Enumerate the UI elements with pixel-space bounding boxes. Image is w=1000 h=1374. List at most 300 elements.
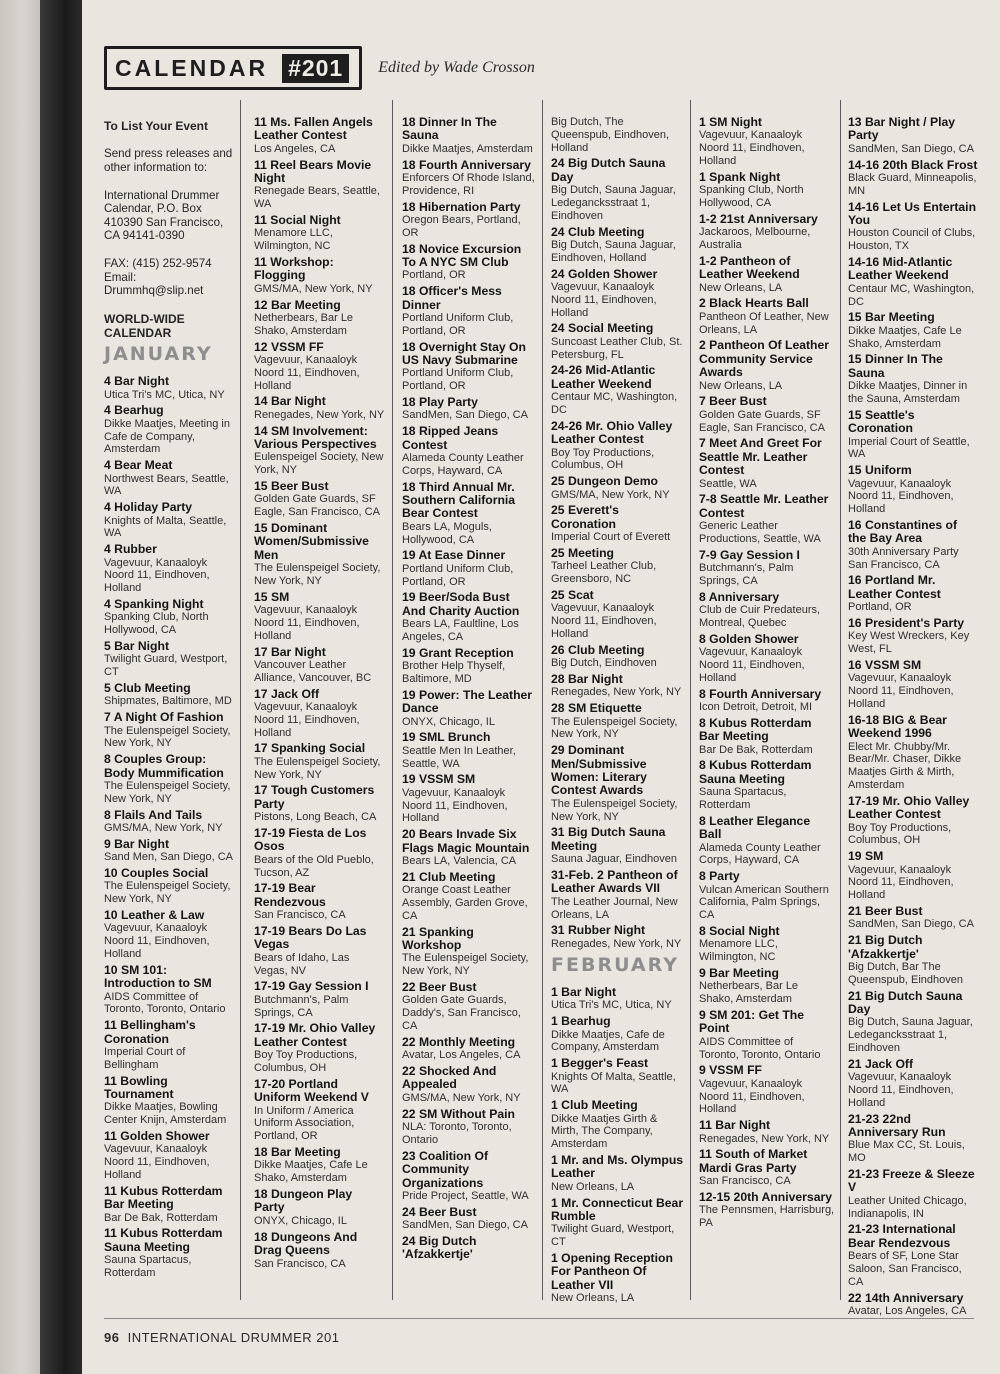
event-details: NLA: Toronto, Toronto, Ontario: [402, 1121, 512, 1146]
event-title: 8 Anniversary: [699, 589, 780, 604]
event-details: Sand Men, San Diego, CA: [104, 851, 234, 864]
footer-divider: [104, 1318, 974, 1319]
event-entry: [254, 980, 386, 1019]
event-title: 14-16 Let Us Entertain You: [848, 199, 977, 228]
event-entry: [699, 297, 835, 336]
event-details: New Orleans, LA: [699, 379, 783, 392]
event-details: Dikke Maatjes Girth & Mirth, The Company, Amsterdam: [551, 1112, 658, 1151]
event-details: San Francisco, CA: [254, 1257, 346, 1270]
event-entry: [848, 990, 978, 1055]
event-details: Leather United Chicago, Indianapolis, IN: [848, 1194, 967, 1220]
event-title: 10 SM 101: Introduction to SM: [104, 962, 212, 991]
event-details: Elect Mr. Chubby/Mr. Bear/Mr. Chaser, Dikke Maatjes Girth & Mirth, Amsterdam: [848, 740, 962, 792]
event-entry: [699, 688, 835, 714]
event-details: Vancouver Leather Alliance, Vancouver, BC: [254, 659, 372, 684]
event-entry: [848, 714, 978, 792]
event-title: 14 SM Involvement: Various Perspectives: [254, 423, 377, 452]
event-title: 9 Bar Meeting: [699, 966, 779, 981]
event-details: Centaur MC, Washington, DC: [848, 282, 975, 308]
event-details: Spanking Club, North Hollywood, CA: [104, 611, 209, 637]
event-entry: [402, 285, 536, 337]
event-entry: [254, 646, 386, 685]
event-details: Suncoast Leather Club, St. Petersburg, FL: [551, 335, 683, 361]
event-title: 9 Bar Night: [104, 836, 170, 851]
event-title: 16 Constantines of the Bay Area: [848, 518, 958, 546]
event-entry: [699, 633, 835, 685]
event-title: 15 SM: [254, 589, 290, 604]
event-entry: [402, 647, 536, 686]
event-details: AIDS Committee of Toronto, Toronto, Ontario: [104, 990, 226, 1016]
event-title: 8 Leather Elegance Ball: [699, 813, 811, 842]
event-title: 17-19 Fiesta de Los Osos: [254, 826, 367, 854]
event-entry: [551, 986, 685, 1012]
event-entry: [848, 1223, 978, 1288]
event-details: SandMen, San Diego, CA: [402, 409, 528, 422]
event-details: Twilight Guard, Westport, CT: [551, 1223, 675, 1249]
event-details: Vulcan American Southern California, Palm Springs, CA: [699, 883, 829, 922]
event-entry: [104, 682, 234, 708]
issue-number: #201: [282, 54, 349, 83]
event-title: 21 Club Meeting: [402, 869, 496, 884]
event-entry: [104, 838, 234, 864]
event-title: 18 Fourth Anniversary: [402, 157, 531, 172]
event-details: Butchmann's, Palm Springs, CA: [699, 562, 794, 588]
event-title: 21 Jack Off: [848, 1056, 914, 1071]
event-list: [699, 116, 835, 1230]
event-entry: [402, 981, 536, 1033]
event-entry: [699, 925, 835, 964]
event-details: Pistons, Long Beach, CA: [254, 811, 377, 824]
event-title: 7 A Night Of Fashion: [104, 710, 224, 725]
event-entry: [699, 967, 835, 1006]
event-title: 8 Golden Shower: [699, 631, 799, 646]
event-details: Golden Gate Guards, Daddy's, San Francisco, CA: [402, 994, 521, 1033]
event-entry: [551, 1099, 685, 1151]
event-entry: [254, 1188, 386, 1228]
event-details: Netherbears, Bar Le Shako, Amsterdam: [699, 980, 799, 1006]
event-title: 17-19 Mr. Ohio Valley Leather Contest: [848, 793, 970, 822]
event-entry: [699, 870, 835, 922]
event-title: 22 Beer Bust: [402, 980, 477, 995]
event-details: Vagevuur, Kanaaloyk Noord 11, Eindhoven, Holland: [104, 922, 210, 960]
event-details: The Eulenspeigel Society, New York, NY: [254, 755, 381, 781]
event-title: 11 South of Market Mardi Gras Party: [699, 1147, 808, 1175]
event-title: 11 Bowling Tournament: [104, 1073, 174, 1101]
event-entry: [254, 299, 386, 338]
event-title: 4 Holiday Party: [104, 500, 193, 515]
event-details: San Francisco, CA: [254, 909, 346, 922]
event-title: 20 Bears Invade Six Flags Magic Mountain: [402, 827, 530, 855]
event-title: 11 Workshop: Flogging: [254, 255, 334, 283]
event-title: 19 SML Brunch: [402, 730, 491, 745]
calendar-title-box: [104, 46, 362, 90]
event-title: 5 Club Meeting: [104, 680, 191, 695]
event-details: Vagevuur, Kanaaloyk Noord 11, Eindhoven, Holland: [104, 1143, 210, 1181]
event-title: 12 Bar Meeting: [254, 297, 341, 312]
event-entry: [848, 519, 978, 571]
event-title: 16 Portland Mr. Leather Contest: [848, 573, 941, 601]
event-details: The Eulenspeigel Society, New York, NY: [402, 952, 529, 978]
event-details: Big Dutch, Sauna Jaguar, Ledegancksstraat 1, Eindhoven: [848, 1016, 973, 1055]
event-details: Vagevuur, Kanaaloyk Noord 11, Eindhoven, Holland: [104, 556, 210, 595]
event-details: Big Dutch, The Queenspub, Eindhoven, Holland: [551, 116, 670, 154]
event-details: Portland Uniform Club, Portland, OR: [402, 312, 514, 337]
event-title: 21-23 22nd Anniversary Run: [848, 1111, 946, 1140]
event-entry: [254, 742, 386, 781]
event-details: Portland Uniform Club, Portland, OR: [402, 562, 514, 588]
event-entry: [699, 1119, 835, 1145]
event-entry: [104, 1019, 234, 1071]
event-entry: [254, 341, 386, 393]
event-title: 22 14th Anniversary: [848, 1290, 964, 1305]
event-entry: [254, 1022, 386, 1074]
event-entry: [402, 396, 536, 422]
event-entry: [254, 116, 386, 156]
event-title: 19 VSSM SM: [402, 772, 476, 787]
event-title: 21 Spanking Workshop: [402, 924, 474, 953]
event-entry: [254, 256, 386, 296]
event-entry: [254, 395, 386, 421]
event-entry: [551, 364, 685, 416]
event-entry: [104, 809, 234, 835]
event-details: Big Dutch, Sauna Jaguar, Ledegancksstraat 1, Eindhoven: [551, 184, 676, 222]
event-entry: [551, 1252, 685, 1305]
event-details: Sauna Spartacus, Rotterdam: [699, 786, 787, 812]
event-entry: [551, 1015, 685, 1054]
event-title: 25 Everett's Coronation: [551, 503, 619, 531]
worldwide-heading: WORLD-WIDE CALENDAR: [104, 311, 185, 340]
event-details: Renegades, New York, NY: [551, 937, 682, 950]
event-entry: [402, 1065, 536, 1105]
event-entry: [699, 1009, 835, 1061]
event-entry: [402, 1108, 536, 1147]
event-details: Vagevuur, Kanaaloyk Noord 11, Eindhoven, Holland: [402, 786, 508, 825]
event-title: 18 Dungeons And Drag Queens: [254, 1229, 358, 1258]
event-title: 18 Overnight Stay On US Navy Submarine: [402, 339, 526, 368]
event-details: Bears LA, Valencia, CA: [402, 855, 517, 868]
event-title: 2 Black Hearts Ball: [699, 296, 809, 311]
event-details: Imperial Court of Everett: [551, 531, 671, 544]
event-title: 8 Party: [699, 869, 740, 884]
event-entry: [254, 1231, 386, 1271]
event-details: Vagevuur, Kanaaloyk Noord 11, Eindhoven, Holland: [551, 281, 657, 319]
event-title: 11 Bar Night: [699, 1118, 771, 1133]
event-title: 31 Big Dutch Sauna Meeting: [551, 825, 666, 853]
event-entry: [551, 644, 685, 670]
event-title: 21-23 Freeze & Sleeze V: [848, 1167, 975, 1195]
event-title: 24 Big Dutch Sauna Day: [551, 156, 666, 184]
event-title: 21-23 International Bear Rendezvous: [848, 1222, 956, 1250]
event-details: Vagevuur, Kanaaloyk Noord 11, Eindhoven, Holland: [848, 477, 954, 516]
event-title: 17-19 Gay Session I: [254, 979, 369, 994]
event-entry: [699, 116, 835, 168]
event-details: Knights Of Malta, Seattle, WA: [551, 1070, 676, 1096]
event-entry: [699, 717, 835, 757]
event-details: Netherbears, Bar Le Shako, Amsterdam: [254, 312, 354, 337]
event-title: 15 Dinner In The Sauna: [848, 352, 943, 380]
event-title: 26 Club Meeting: [551, 642, 645, 657]
event-details: Dikke Maatjes, Amsterdam: [402, 142, 533, 155]
event-entry: [699, 437, 835, 490]
event-title: 1 Begger's Feast: [551, 1056, 649, 1071]
event-title: 25 Scat: [551, 588, 594, 603]
event-title: 14 Bar Night: [254, 394, 326, 409]
event-details: ONYX, Chicago, IL: [402, 715, 495, 728]
event-entry: [402, 549, 536, 588]
event-details: Vagevuur, Kanaaloyk Noord 11, Eindhoven, Holland: [848, 1071, 954, 1109]
event-entry: [104, 459, 234, 498]
event-details: The Eulenspeigel Society, New York, NY: [104, 724, 231, 750]
event-entry: [848, 905, 978, 931]
event-entry: [254, 480, 386, 519]
event-entry: [254, 925, 386, 977]
event-entry: [402, 159, 536, 198]
event-entry: [104, 964, 234, 1016]
event-entry: [402, 1036, 536, 1062]
event-title: 19 Grant Reception: [402, 645, 514, 660]
event-title: 18 Dungeon Play Party: [254, 1187, 353, 1215]
event-entry: [402, 926, 536, 978]
event-details: Vagevuur, Kanaaloyk Noord 11, Eindhoven, Holland: [699, 646, 805, 684]
event-details: Renegades, New York, NY: [254, 408, 385, 421]
event-entry: [254, 784, 386, 824]
event-entry: [699, 759, 835, 811]
event-entry: [402, 425, 536, 477]
event-entry: [104, 501, 234, 540]
event-title: 24-26 Mid-Atlantic Leather Weekend: [551, 363, 656, 391]
event-entry: [104, 1227, 234, 1279]
event-entry: [551, 116, 685, 154]
event-details: Key West Wreckers, Key West, FL: [848, 630, 970, 656]
event-entry: [254, 1078, 386, 1143]
event-details: Renegades, New York, NY: [699, 1132, 830, 1145]
event-title: 1 Mr. Connecticut Bear Rumble: [551, 1195, 684, 1224]
event-title: 15 Uniform: [848, 463, 912, 478]
event-entry: [848, 353, 978, 405]
event-entry: [254, 688, 386, 740]
event-title: 5 Bar Night: [104, 638, 170, 653]
publication-name: INTERNATIONAL DRUMMER 201: [127, 1330, 340, 1345]
event-title: 1-2 21st Anniversary: [699, 211, 818, 226]
event-title: 10 Leather & Law: [104, 907, 205, 922]
event-entry: [104, 867, 234, 906]
event-details: The Eulenspeigel Society, New York, NY: [104, 779, 231, 805]
event-details: Dikke Maatjes, Cafe Le Shako, Amsterdam: [848, 324, 962, 350]
column-5: [699, 116, 835, 1233]
event-entry: [402, 591, 536, 643]
event-title: 11 Bellingham's Coronation: [104, 1018, 196, 1046]
event-entry: [254, 214, 386, 253]
event-title: 17 Spanking Social: [254, 741, 366, 756]
event-details: Big Dutch, Sauna Jaguar, Eindhoven, Holland: [551, 239, 676, 264]
event-title: 17 Jack Off: [254, 686, 320, 701]
event-details: The Eulenspeigel Society, New York, NY: [104, 880, 231, 906]
event-entry: [402, 341, 536, 393]
event-entry: [402, 1150, 536, 1203]
event-entry: [551, 589, 685, 641]
event-details: ONYX, Chicago, IL: [254, 1214, 347, 1227]
event-entry: [551, 226, 685, 265]
event-entry: [699, 1191, 835, 1230]
event-title: 8 Kubus Rotterdam Sauna Meeting: [699, 758, 812, 786]
event-details: New Orleans, LA: [551, 1180, 635, 1193]
event-title: 4 Rubber: [104, 542, 157, 557]
contact-info: FAX: (415) 252-9574 Email: Drummhq@slip.net: [104, 256, 212, 298]
event-entry: [104, 1130, 234, 1182]
event-title: 1 SM Night: [699, 115, 762, 129]
event-title: 1 Club Meeting: [551, 1098, 638, 1113]
event-title: 23 Coalition Of Community Organizations: [402, 1148, 488, 1190]
column-1: [104, 116, 234, 1283]
event-details: Menamore LLC, Wilmington, NC: [254, 227, 333, 253]
event-entry: [699, 1148, 835, 1188]
event-entry: [104, 598, 234, 637]
event-entry: [699, 171, 835, 210]
event-title: 9 SM 201: Get The Point: [699, 1008, 804, 1036]
event-title: 18 Bar Meeting: [254, 1145, 341, 1160]
event-details: AIDS Committee of Toronto, Toronto, Ontario: [699, 1035, 821, 1061]
binding-edge: [40, 0, 82, 1374]
event-title: 28 Bar Night: [551, 672, 623, 687]
event-title: 8 Flails And Tails: [104, 807, 203, 822]
event-title: 14-16 Mid-Atlantic Leather Weekend: [848, 255, 953, 283]
event-title: 28 SM Etiquette: [551, 701, 642, 716]
event-title: 11 Golden Shower: [104, 1128, 210, 1143]
event-details: The Eulenspeigel Society, New York, NY: [254, 562, 381, 588]
event-details: Alameda County Leather Corps, Hayward, CA: [699, 841, 821, 867]
event-entry: [254, 882, 386, 922]
event-entry: [104, 543, 234, 595]
event-entry: [551, 1197, 685, 1249]
event-details: Bar De Bak, Rotterdam: [699, 743, 813, 756]
event-details: Orange Coast Leather Assembly, Garden Grove, CA: [402, 884, 528, 922]
event-entry: [402, 871, 536, 923]
event-list: [254, 116, 386, 1270]
calendar-title: CALENDAR: [115, 54, 269, 81]
event-details: Los Angeles, CA: [254, 142, 336, 155]
event-details: Vagevuur, Kanaaloyk Noord 11, Eindhoven, Holland: [551, 602, 657, 641]
event-entry: [699, 815, 835, 867]
event-entry: [551, 268, 685, 320]
event-entry: [551, 702, 685, 741]
column-6: [848, 116, 978, 1321]
event-title: 2 Pantheon Of Leather Community Service Awards: [699, 338, 830, 380]
event-entry: [848, 409, 978, 461]
listing-instructions: Send press releases and other information to:: [104, 147, 233, 174]
event-title: 22 SM Without Pain: [402, 1106, 515, 1121]
event-details: Spanking Club, North Hollywood, CA: [699, 184, 804, 209]
event-details: Bears of Idaho, Las Vegas, NV: [254, 951, 350, 977]
column-divider: [542, 100, 543, 1300]
event-entry: [848, 464, 978, 516]
event-title: 4 Bearhug: [104, 403, 164, 418]
event-details: Black Guard, Minneapolis, MN: [848, 172, 977, 197]
event-details: New Orleans, LA: [699, 281, 783, 294]
event-details: The Leather Journal, New Orleans, LA: [551, 895, 678, 921]
event-details: Avatar, Los Angeles, CA: [848, 1305, 967, 1318]
event-title: 14-16 20th Black Frost: [848, 157, 978, 172]
event-title: 7 Beer Bust: [699, 394, 767, 409]
event-entry: [254, 159, 386, 211]
event-title: 11 Reel Bears Movie Night: [254, 157, 372, 186]
event-entry: [551, 504, 685, 544]
event-details: Vagevuur, Kanaaloyk Noord 11, Eindhoven, Holland: [254, 604, 360, 642]
event-title: 15 Bar Meeting: [848, 310, 935, 325]
event-title: 11 Kubus Rotterdam Bar Meeting: [104, 1183, 223, 1212]
event-details: Dikke Maatjes, Meeting in Cafe de Company, Amsterdam: [104, 417, 230, 456]
event-title: 17-19 Bear Rendezvous: [254, 881, 326, 909]
event-details: Butchmann's, Palm Springs, CA: [254, 993, 349, 1019]
event-entry: [254, 1146, 386, 1185]
event-details: GMS/MA, New York, NY: [254, 282, 373, 295]
event-entry: [551, 924, 685, 950]
event-details: SandMen, San Diego, CA: [402, 1219, 528, 1232]
event-title: 25 Meeting: [551, 546, 614, 561]
event-entry: [104, 909, 234, 961]
event-title: 19 At Ease Dinner: [402, 548, 506, 563]
column-divider: [690, 100, 691, 1300]
calendar-header: [104, 42, 535, 94]
event-details: Seattle, WA: [699, 477, 757, 490]
event-title: 11 Social Night: [254, 213, 341, 228]
event-entry: [551, 322, 685, 361]
event-entry: [254, 522, 386, 588]
event-entry: [699, 213, 835, 252]
event-details: Renegades, New York, NY: [551, 686, 682, 699]
event-title: 21 Beer Bust: [848, 904, 923, 919]
event-details: Golden Gate Guards, SF Eagle, San Francisco, CA: [254, 493, 380, 519]
event-title: 16 President's Party: [848, 616, 965, 631]
event-title: 4 Bar Night: [104, 374, 170, 389]
event-details: San Francisco, CA: [699, 1175, 791, 1188]
event-title: 24 Social Meeting: [551, 321, 654, 336]
event-entry: [848, 116, 978, 156]
event-title: 1 Bearhug: [551, 1014, 611, 1029]
event-entry: [848, 1168, 978, 1220]
event-details: Twilight Guard, Westport, CT: [104, 653, 228, 679]
event-details: Tarheel Leather Club, Greensboro, NC: [551, 560, 657, 586]
event-entry: [848, 256, 978, 308]
event-entry: [104, 640, 234, 679]
event-entry: [254, 591, 386, 643]
event-entry: [848, 574, 978, 614]
event-entry: [402, 1206, 536, 1232]
event-details: Dikke Maatjes, Dinner in the Sauna, Amsterdam: [848, 380, 968, 406]
event-details: Seattle Men In Leather, Seattle, WA: [402, 744, 516, 770]
event-list: [104, 375, 234, 1280]
event-list: [551, 986, 685, 1305]
event-entry: [848, 617, 978, 656]
event-title: 24 Big Dutch 'Afzakkertje': [402, 1233, 477, 1262]
event-entry: [699, 255, 835, 295]
event-title: 11 Ms. Fallen Angels Leather Contest: [254, 115, 373, 143]
event-details: Blue Max CC, St. Louis, MO: [848, 1139, 965, 1165]
editor-credit: Edited by Wade Crosson: [378, 59, 535, 76]
event-details: Club de Cuir Predateurs, Montreal, Quebec: [699, 604, 821, 630]
event-details: Northwest Bears, Seattle, WA: [104, 472, 229, 498]
event-details: Boy Toy Productions, Columbus, OH: [551, 446, 655, 472]
event-title: 7 Meet And Greet For Seattle Mr. Leather Contest: [699, 436, 822, 478]
event-entry: [699, 493, 835, 545]
event-details: Bar De Bak, Rotterdam: [104, 1211, 218, 1224]
event-details: The Pennsmen, Harrisburg, PA: [699, 1204, 835, 1230]
event-title: 8 Couples Group: Body Mummification: [104, 752, 224, 780]
column-divider: [392, 100, 393, 1300]
event-title: 8 Fourth Anniversary: [699, 686, 822, 701]
event-details: Knights of Malta, Seattle, WA: [104, 514, 227, 540]
event-details: Bears of SF, Lone Star Saloon, San Francisco, CA: [848, 1250, 962, 1288]
event-entry: [699, 1064, 835, 1116]
